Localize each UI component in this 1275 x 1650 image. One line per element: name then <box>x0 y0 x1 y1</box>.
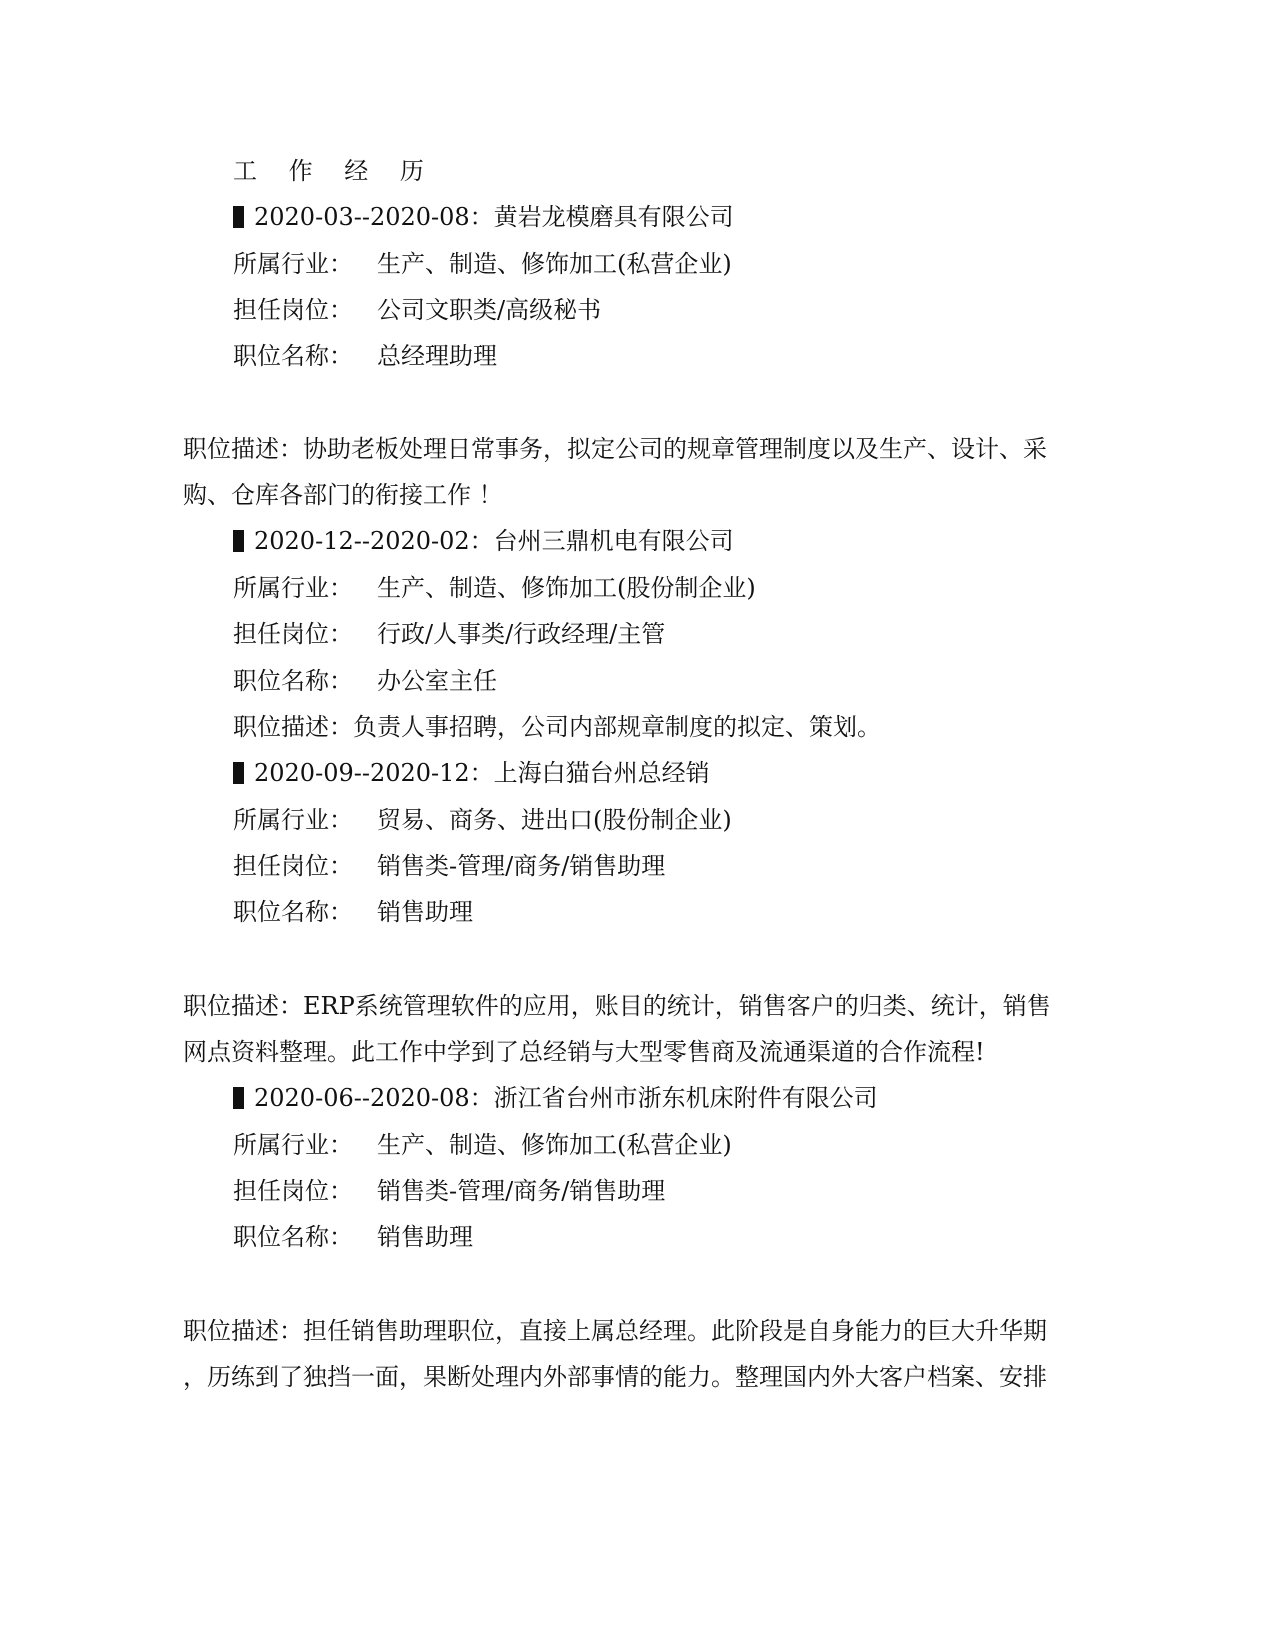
industry-value: 贸易、商务、进出口(股份制企业) <box>377 806 732 834</box>
job-entry-header <box>233 1082 878 1114</box>
post-row <box>233 294 601 326</box>
industry-label: 所属行业： <box>233 250 353 278</box>
job-entry-header <box>233 525 734 557</box>
job-period-company: 2020-06--2020-08：浙江省台州市浙东机床附件有限公司 <box>254 1084 878 1112</box>
work-experience-heading: 工 作 经 历 <box>233 157 436 185</box>
job-description-line: 职位描述：协助老板处理日常事务，拟定公司的规章管理制度以及生产、设计、采 <box>183 435 1047 463</box>
bullet-marker-icon <box>233 762 244 784</box>
title-row <box>233 1221 473 1253</box>
job-description-line: 网点资料整理。此工作中学到了总经销与大型零售商及流通渠道的合作流程! <box>183 1038 985 1066</box>
bullet-marker-icon <box>233 530 244 552</box>
post-label: 担任岗位： <box>233 1177 353 1205</box>
job-description-line: 职位描述：担任销售助理职位，直接上属总经理。此阶段是自身能力的巨大升华期 <box>183 1317 1047 1345</box>
title-value: 办公室主任 <box>377 667 497 695</box>
industry-value: 生产、制造、修饰加工(股份制企业) <box>377 574 756 602</box>
title-row <box>233 896 473 928</box>
title-label: 职位名称： <box>233 898 353 926</box>
title-label: 职位名称： <box>233 1223 353 1251</box>
title-label: 职位名称： <box>233 667 353 695</box>
industry-row <box>233 1129 732 1161</box>
title-value: 总经理助理 <box>377 342 497 370</box>
industry-value: 生产、制造、修饰加工(私营企业) <box>377 1131 732 1159</box>
job-description-line: 职位描述：ERP系统管理软件的应用，账目的统计，销售客户的归类、统计，销售 <box>183 992 1051 1020</box>
industry-row <box>233 572 756 604</box>
post-label: 担任岗位： <box>233 620 353 648</box>
post-value: 公司文职类/高级秘书 <box>377 296 602 324</box>
title-row <box>233 340 497 372</box>
industry-value: 生产、制造、修饰加工(私营企业) <box>377 250 732 278</box>
job-period-company: 2020-03--2020-08：黄岩龙模磨具有限公司 <box>254 203 734 231</box>
post-row <box>233 618 665 650</box>
job-description-line: ，历练到了独挡一面，果断处理内外部事情的能力。整理国内外大客户档案、安排 <box>183 1363 1047 1391</box>
industry-label: 所属行业： <box>233 806 353 834</box>
title-label: 职位名称： <box>233 342 353 370</box>
title-value: 销售助理 <box>377 1223 473 1251</box>
post-label: 担任岗位： <box>233 852 353 880</box>
title-row <box>233 665 497 697</box>
industry-row <box>233 804 732 836</box>
industry-label: 所属行业： <box>233 1131 353 1159</box>
job-entry-header <box>233 757 710 789</box>
job-description-line: 职位描述：负责人事招聘，公司内部规章制度的拟定、策划。 <box>233 713 881 741</box>
job-entry-header <box>233 201 734 233</box>
industry-label: 所属行业： <box>233 574 353 602</box>
job-description-line: 购、仓库各部门的衔接工作 ！ <box>183 481 503 509</box>
post-row <box>233 850 665 882</box>
bullet-marker-icon <box>233 1087 244 1109</box>
post-value: 行政/人事类/行政经理/主管 <box>377 620 666 648</box>
post-value: 销售类-管理/商务/销售助理 <box>377 852 666 880</box>
job-period-company: 2020-09--2020-12：上海白猫台州总经销 <box>254 759 710 787</box>
post-row <box>233 1175 665 1207</box>
title-value: 销售助理 <box>377 898 473 926</box>
job-period-company: 2020-12--2020-02：台州三鼎机电有限公司 <box>254 527 734 555</box>
bullet-marker-icon <box>233 206 244 228</box>
post-label: 担任岗位： <box>233 296 353 324</box>
post-value: 销售类-管理/商务/销售助理 <box>377 1177 666 1205</box>
industry-row <box>233 248 732 280</box>
